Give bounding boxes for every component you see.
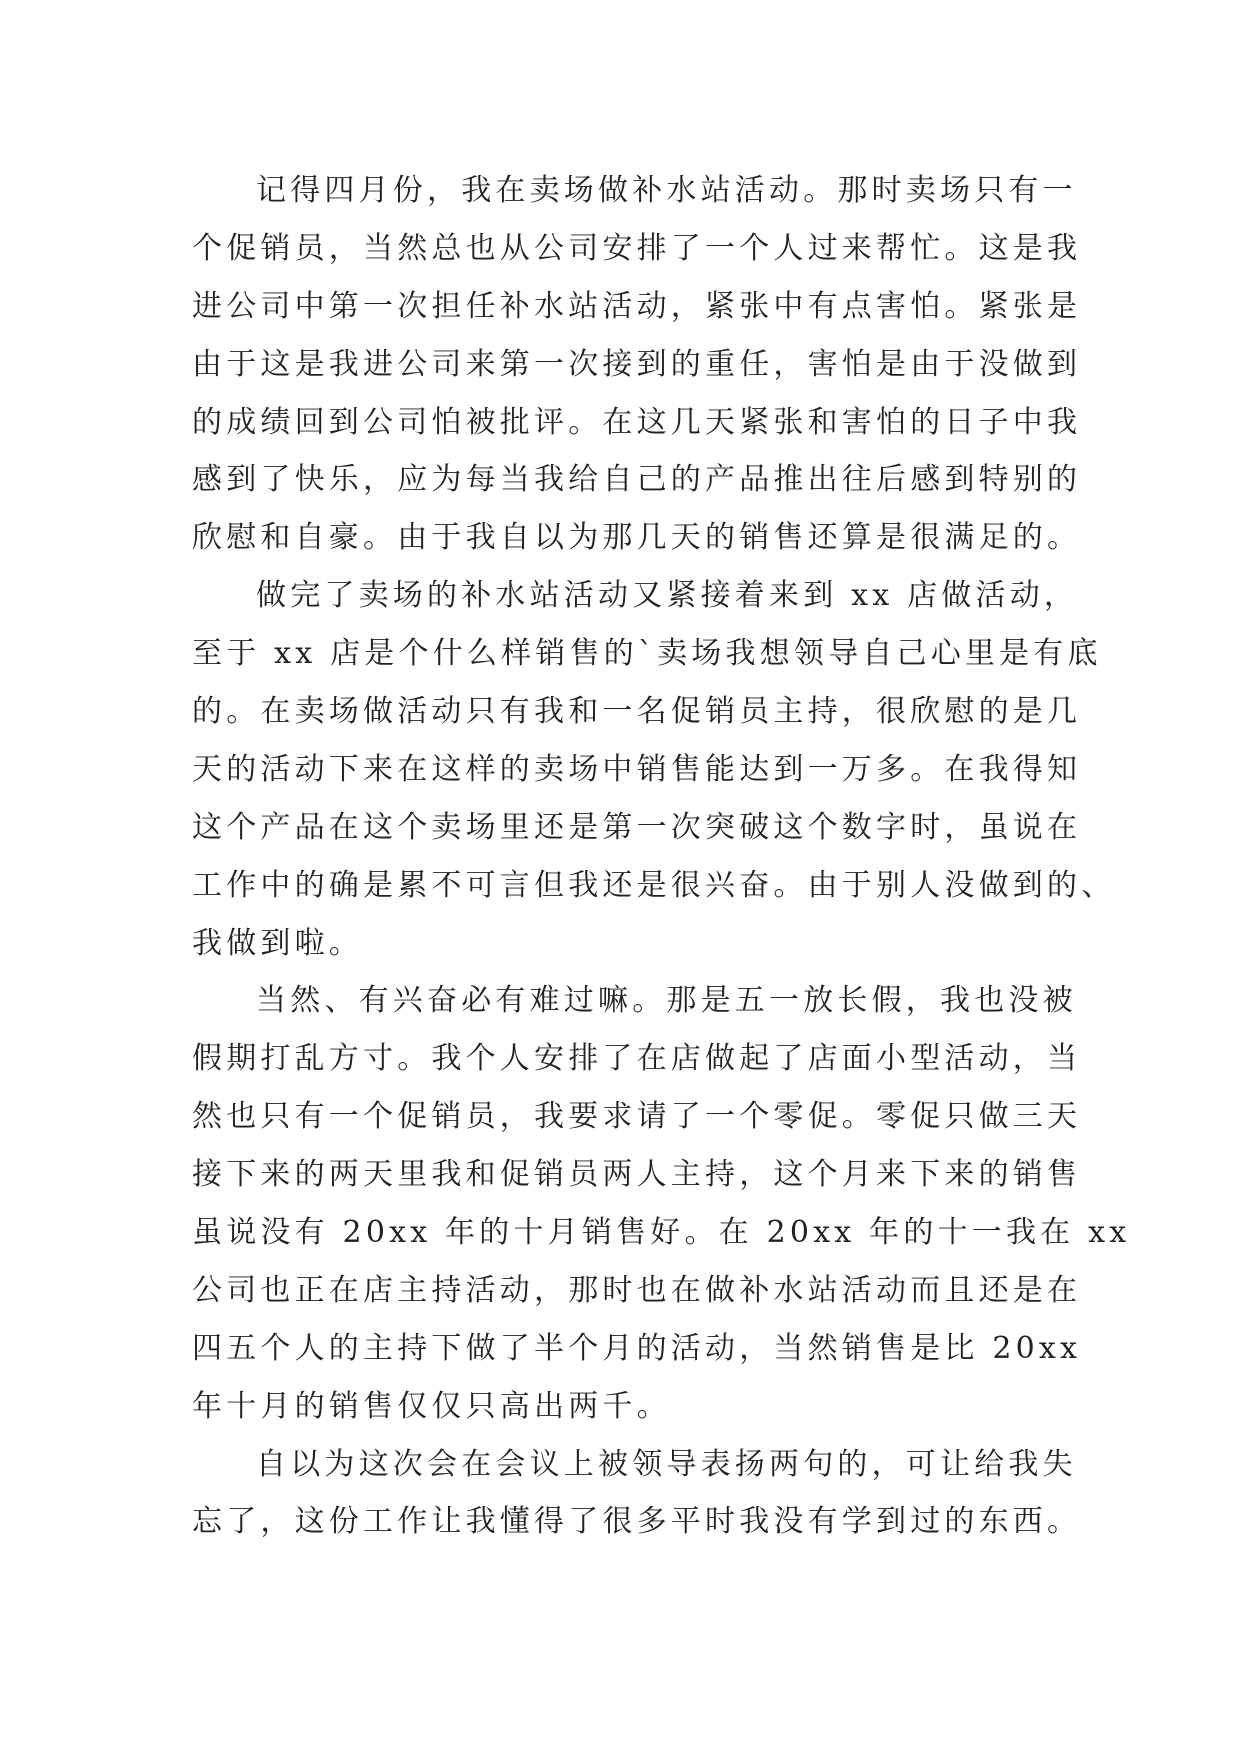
text-line: 当然、有兴奋必有难过嘛。那是五一放长假，我也没被 [256, 983, 1077, 1019]
text-line: 个促销员，当然总也从公司安排了一个人过来帮忙。这是我 [192, 230, 1082, 266]
text-line: 假期打乱方寸。我个人安排了在店做起了店面小型活动，当 [192, 1041, 1082, 1077]
text-line: 的。在卖场做活动只有我和一名促销员主持，很欣慰的是几 [192, 694, 1082, 730]
text-line: 感到了快乐，应为每当我给自己的产品推出往后感到特别的 [192, 462, 1082, 498]
document-body [192, 162, 1131, 1551]
text-line: 虽说没有 20xx 年的十月销售好。在 20xx 年的十一我在 xx [192, 1215, 1131, 1251]
text-line: 我做到啦。 [192, 925, 363, 961]
text-line: 进公司中第一次担任补水站活动，紧张中有点害怕。紧张是 [192, 288, 1082, 324]
text-line: 然也只有一个促销员，我要求请了一个零促。零促只做三天 [192, 1099, 1082, 1135]
text-line: 记得四月份，我在卖场做补水站活动。那时卖场只有一 [256, 173, 1077, 208]
paragraph-1 [192, 162, 1082, 567]
text-line: 天的活动下来在这样的卖场中销售能达到一万多。在我得知 [192, 751, 1082, 787]
text-line: 做完了卖场的补水站活动又紧接着来到 xx 店做活动， [256, 578, 1079, 614]
text-line: 由于这是我进公司来第一次接到的重任，害怕是由于没做到 [192, 346, 1082, 382]
text-line: 欣慰和自豪。由于我自以为那几天的销售还算是很满足的。 [192, 520, 1082, 556]
text-line: 公司也正在店主持活动，那时也在做补水站活动而且还是在 [192, 1272, 1082, 1308]
text-line: 这个产品在这个卖场里还是第一次突破这个数字时，虽说在 [192, 809, 1082, 845]
text-line: 年十月的销售仅仅只高出两千。 [192, 1388, 671, 1424]
text-line: 自以为这次会在会议上被领导表扬两句的，可让给我失 [256, 1446, 1077, 1482]
text-line: 的成绩回到公司怕被批评。在这几天紧张和害怕的日子中我 [192, 404, 1082, 440]
paragraph-2 [192, 567, 1116, 972]
paragraph-3 [192, 972, 1131, 1435]
text-line: 工作中的确是累不可言但我还是很兴奋。由于别人没做到的、 [192, 867, 1116, 903]
text-line: 四五个人的主持下做了半个月的活动，当然销售是比 20xx [192, 1330, 1082, 1366]
paragraph-4 [192, 1436, 1082, 1552]
text-line: 接下来的两天里我和促销员两人主持，这个月来下来的销售 [192, 1157, 1082, 1193]
text-line: 忘了，这份工作让我懂得了很多平时我没有学到过的东西。 [192, 1504, 1082, 1540]
text-line: 至于 xx 店是个什么样销售的`卖场我想领导自己心里是有底 [192, 636, 1102, 672]
